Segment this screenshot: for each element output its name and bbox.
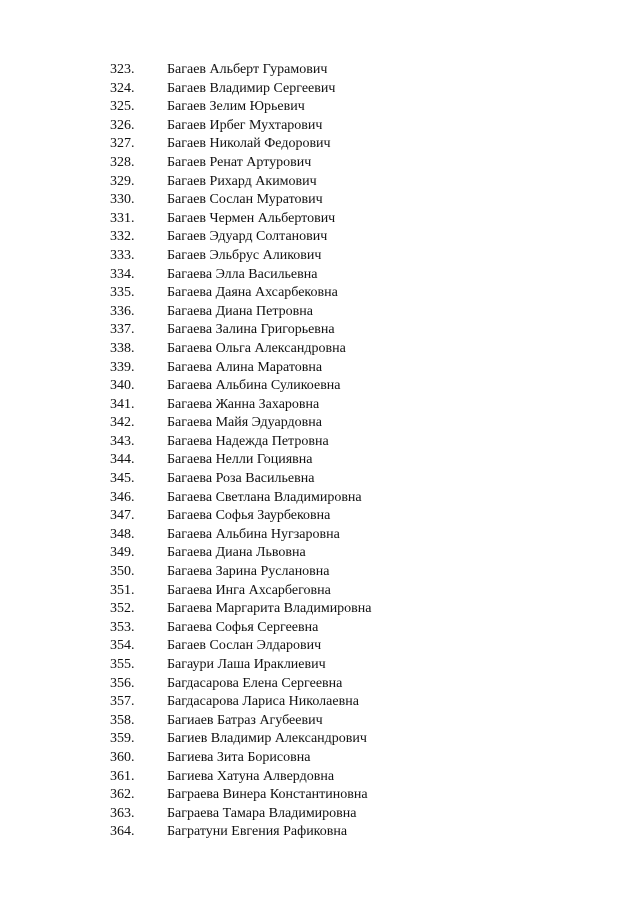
person-name: Багаева Надежда Петровна: [167, 433, 329, 449]
item-number: 357.: [110, 694, 135, 710]
item-number: 360.: [110, 749, 135, 765]
person-name: Багаева Элла Васильевна: [167, 266, 318, 282]
item-number: 335.: [110, 285, 135, 301]
list-item: [0, 656, 640, 675]
list-item: [0, 247, 640, 266]
person-name: Багаева Маргарита Владимировна: [167, 601, 372, 617]
item-number: 328.: [110, 154, 135, 170]
list-item: [0, 805, 640, 824]
person-name: Багаева Диана Львовна: [167, 545, 306, 561]
list-item: [0, 675, 640, 694]
person-name: Баграева Тамара Владимировна: [167, 805, 357, 821]
person-name: Багаева Даяна Ахсарбековна: [167, 285, 338, 301]
person-name: Багаева Светлана Владимировна: [167, 489, 362, 505]
list-item: [0, 433, 640, 452]
list-item: [0, 544, 640, 563]
list-item: [0, 303, 640, 322]
list-item: [0, 61, 640, 80]
list-item: [0, 135, 640, 154]
list-item: [0, 582, 640, 601]
person-name: Багаев Ренат Артурович: [167, 154, 312, 170]
person-name: Багаев Альберт Гурамович: [167, 62, 328, 77]
item-number: 346.: [110, 489, 135, 505]
item-number: 332.: [110, 229, 135, 245]
list-item: [0, 786, 640, 805]
list-item: [0, 321, 640, 340]
list-item: [0, 730, 640, 749]
list-item: [0, 600, 640, 619]
item-number: 342.: [110, 415, 135, 431]
list-item: [0, 712, 640, 731]
item-number: 333.: [110, 247, 135, 263]
item-number: 348.: [110, 526, 135, 542]
person-name: Багаев Эльбрус Аликович: [167, 247, 322, 263]
list-item: [0, 173, 640, 192]
item-number: 341.: [110, 396, 135, 412]
person-name: Багаева Диана Петровна: [167, 303, 313, 319]
list-item: [0, 377, 640, 396]
person-name: Багаева Жанна Захаровна: [167, 396, 320, 412]
list-item: [0, 563, 640, 582]
person-name: Баграева Винера Константиновна: [167, 787, 368, 803]
item-number: 337.: [110, 322, 135, 338]
item-number: 362.: [110, 787, 135, 803]
list-item: [0, 340, 640, 359]
person-name: Багаев Ирбег Мухтарович: [167, 117, 323, 133]
person-name: Багаева Софья Сергеевна: [167, 619, 319, 635]
list-item: [0, 768, 640, 787]
person-name: Багаева Залина Григорьевна: [167, 322, 335, 338]
item-number: 327.: [110, 136, 135, 152]
item-number: 350.: [110, 564, 135, 580]
list-item: [0, 823, 640, 842]
person-name: Багиаев Батраз Агубеевич: [167, 712, 323, 728]
list-item: [0, 228, 640, 247]
item-number: 356.: [110, 675, 135, 691]
item-number: 349.: [110, 545, 135, 561]
person-name: Багаева Альбина Нугзаровна: [167, 526, 340, 542]
item-number: 331.: [110, 210, 135, 226]
person-name: Багаев Эдуард Солтанович: [167, 229, 328, 245]
person-name: Багаев Сослан Элдарович: [167, 638, 322, 654]
person-name: Багаев Чермен Альбертович: [167, 210, 336, 226]
item-number: 347.: [110, 508, 135, 524]
item-number: 352.: [110, 601, 135, 617]
item-number: 340.: [110, 378, 135, 394]
list-item: [0, 359, 640, 378]
person-name: Багиев Владимир Александрович: [167, 731, 367, 747]
item-number: 361.: [110, 768, 135, 784]
list-item: [0, 470, 640, 489]
list-item: [0, 619, 640, 638]
item-number: 324.: [110, 80, 135, 96]
item-number: 339.: [110, 359, 135, 375]
person-name: Багаева Нелли Гоциявна: [167, 452, 313, 468]
list-item: [0, 526, 640, 545]
item-number: 364.: [110, 824, 135, 840]
item-number: 345.: [110, 471, 135, 487]
item-number: 363.: [110, 805, 135, 821]
person-name: Багратуни Евгения Рафиковна: [167, 824, 348, 840]
person-name: Багиева Зита Борисовна: [167, 749, 311, 765]
item-number: 359.: [110, 731, 135, 747]
list-item: [0, 414, 640, 433]
item-number: 330.: [110, 192, 135, 208]
item-number: 344.: [110, 452, 135, 468]
person-name: Багаева Майя Эдуардовна: [167, 415, 322, 431]
item-number: 354.: [110, 638, 135, 654]
list-item: [0, 266, 640, 285]
item-number: 353.: [110, 619, 135, 635]
item-number: 351.: [110, 582, 135, 598]
person-name: Багаури Лаша Ираклиевич: [167, 657, 326, 672]
list-item: [0, 507, 640, 526]
item-number: 325.: [110, 99, 135, 115]
list-item: [0, 80, 640, 99]
list-item: [0, 191, 640, 210]
list-item: [0, 693, 640, 712]
item-number: 355.: [110, 657, 135, 672]
person-name: Багаев Зелим Юрьевич: [167, 99, 305, 115]
person-name: Багаева Софья Заурбековна: [167, 508, 331, 524]
item-number: 323.: [110, 62, 135, 77]
item-number: 358.: [110, 712, 135, 728]
list-item: [0, 154, 640, 173]
person-name: Багаева Роза Васильевна: [167, 471, 315, 487]
item-number: 338.: [110, 340, 135, 356]
list-item: [0, 98, 640, 117]
list-item: [0, 749, 640, 768]
person-name: Багдасарова Лариса Николаевна: [167, 694, 359, 710]
item-number: 343.: [110, 433, 135, 449]
person-name: Багаев Николай Федорович: [167, 136, 331, 152]
name-list: [0, 61, 640, 842]
person-name: Багаев Рихард Акимович: [167, 173, 317, 189]
person-name: Багаев Сослан Муратович: [167, 192, 323, 208]
list-item: [0, 489, 640, 508]
list-item: [0, 637, 640, 656]
list-item: [0, 396, 640, 415]
person-name: Багаева Альбина Суликоевна: [167, 378, 341, 394]
person-name: Багаева Алина Маратовна: [167, 359, 323, 375]
item-number: 334.: [110, 266, 135, 282]
list-item: [0, 117, 640, 136]
person-name: Багдасарова Елена Сергеевна: [167, 675, 343, 691]
person-name: Багаев Владимир Сергеевич: [167, 80, 336, 96]
person-name: Багаева Инга Ахсарбеговна: [167, 582, 331, 598]
list-item: [0, 210, 640, 229]
person-name: Багиева Хатуна Алвердовна: [167, 768, 335, 784]
list-item: [0, 284, 640, 303]
person-name: Багаева Зарина Руслановна: [167, 564, 330, 580]
item-number: 326.: [110, 117, 135, 133]
item-number: 329.: [110, 173, 135, 189]
person-name: Багаева Ольга Александровна: [167, 340, 346, 356]
list-item: [0, 451, 640, 470]
item-number: 336.: [110, 303, 135, 319]
